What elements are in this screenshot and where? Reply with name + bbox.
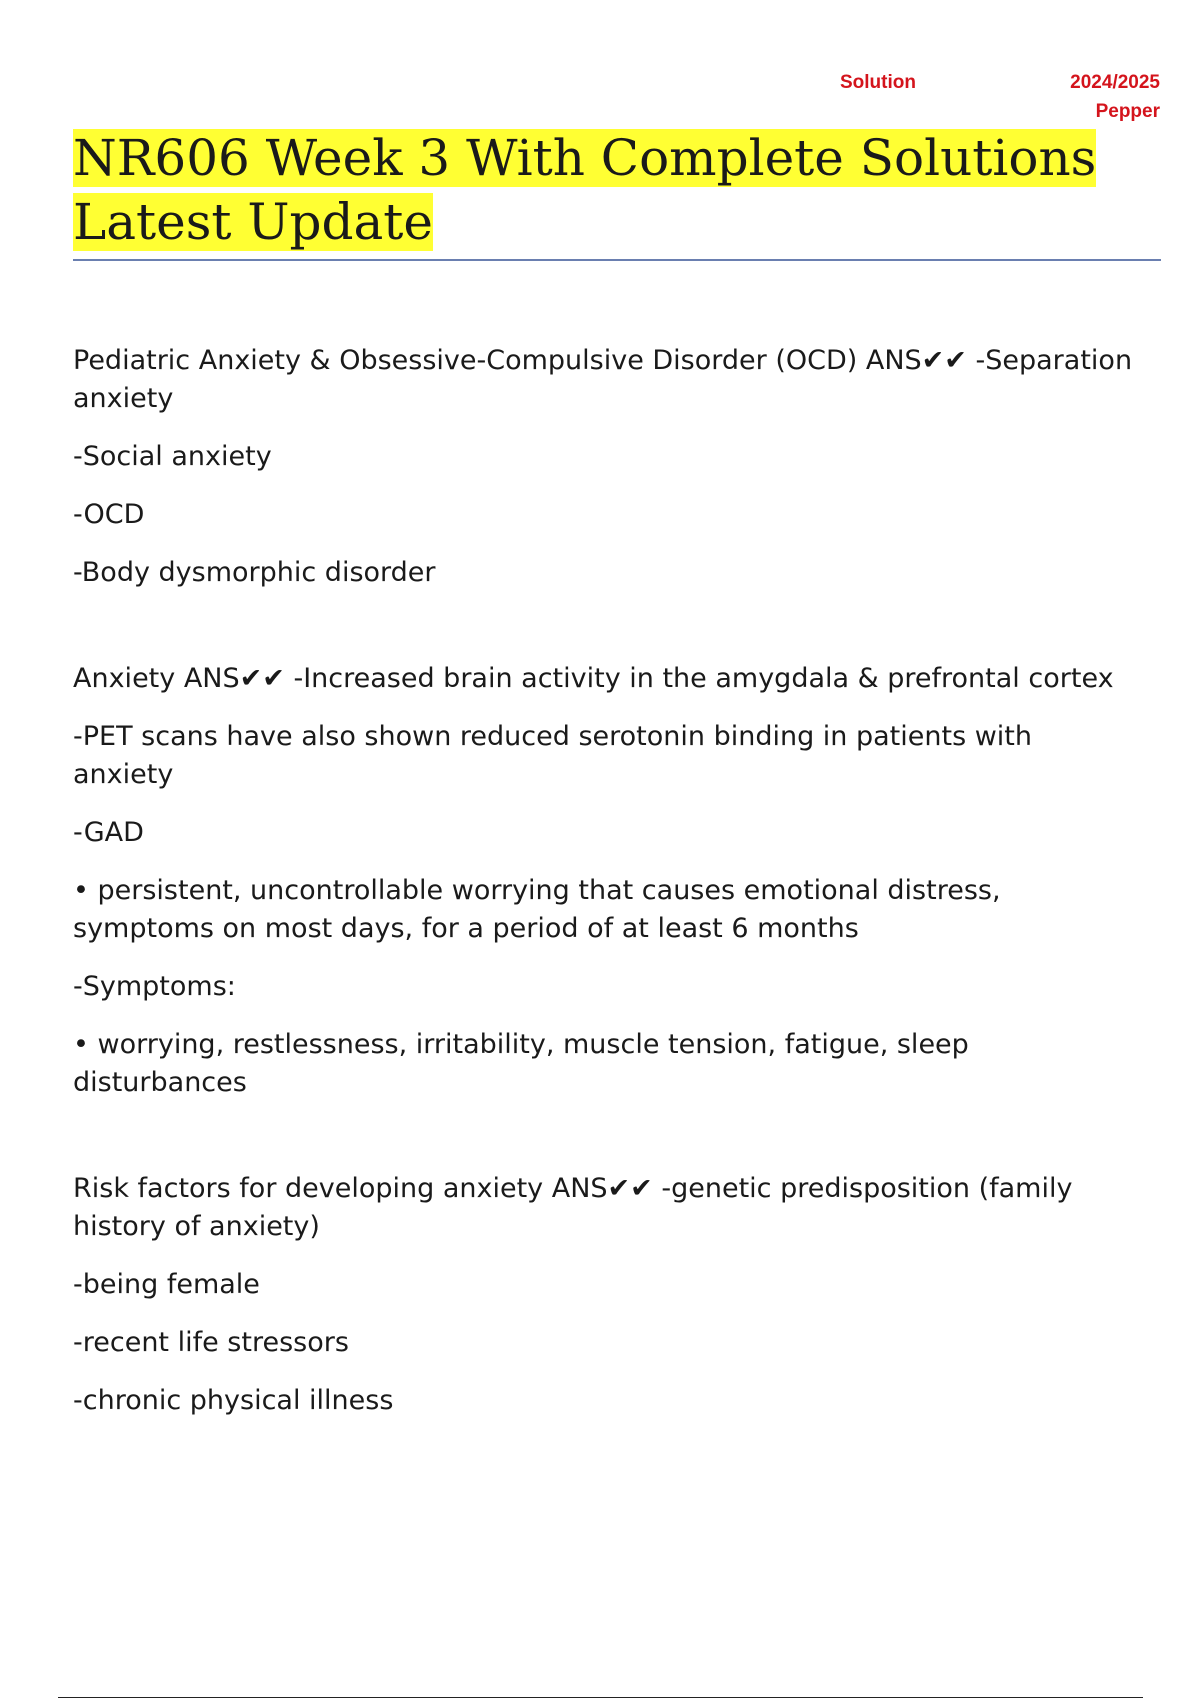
- section-answer-line: -PET scans have also shown reduced serotonin binding in patients with anxiety: [73, 721, 1033, 790]
- header-year: 2024/2025: [1070, 72, 1160, 93]
- section-answer-line: -Symptoms:: [73, 971, 236, 1002]
- section-answer-line: -recent life stressors: [73, 1327, 349, 1358]
- section-bullet-line: • persistent, uncontrollable worrying that causes emotional distress, symptoms on most days, for a period of at least 6 months: [73, 875, 1001, 944]
- header-author: Pepper: [1095, 101, 1160, 122]
- section-question-line: Risk factors for developing anxiety ANS✔✔ -genetic predisposition (family history of anxiety): [73, 1173, 1073, 1242]
- section-answer-line: -Body dysmorphic disorder: [73, 557, 436, 588]
- title-divider: [73, 259, 1161, 261]
- section-risk-factors: [73, 1170, 1133, 1420]
- section-answer-line: -being female: [73, 1269, 260, 1300]
- section-pediatric-anxiety-ocd: [73, 342, 1133, 592]
- section-question-line: Anxiety ANS✔✔ -Increased brain activity in the amygdala & prefrontal cortex: [73, 663, 1114, 694]
- document-title-text: NR606 Week 3 With Complete Solutions Latest Update: [73, 129, 1097, 251]
- section-bullet-line: • worrying, restlessness, irritability, muscle tension, fatigue, sleep disturbances: [73, 1029, 969, 1098]
- document-header-meta: [840, 72, 1160, 132]
- document-body: [73, 342, 1133, 1488]
- section-answer-line: -Social anxiety: [73, 441, 272, 472]
- section-question-line: Pediatric Anxiety & Obsessive-Compulsive Disorder (OCD) ANS✔✔ -Separation anxiety: [73, 345, 1133, 414]
- section-anxiety: [73, 660, 1133, 1102]
- title-block: [73, 126, 1165, 254]
- section-answer-line: -GAD: [73, 817, 144, 848]
- header-solution-label: Solution: [840, 72, 916, 93]
- section-answer-line: -chronic physical illness: [73, 1385, 394, 1416]
- section-answer-line: -OCD: [73, 499, 145, 530]
- document-title: [73, 126, 1165, 254]
- footer-divider: [58, 1697, 1143, 1698]
